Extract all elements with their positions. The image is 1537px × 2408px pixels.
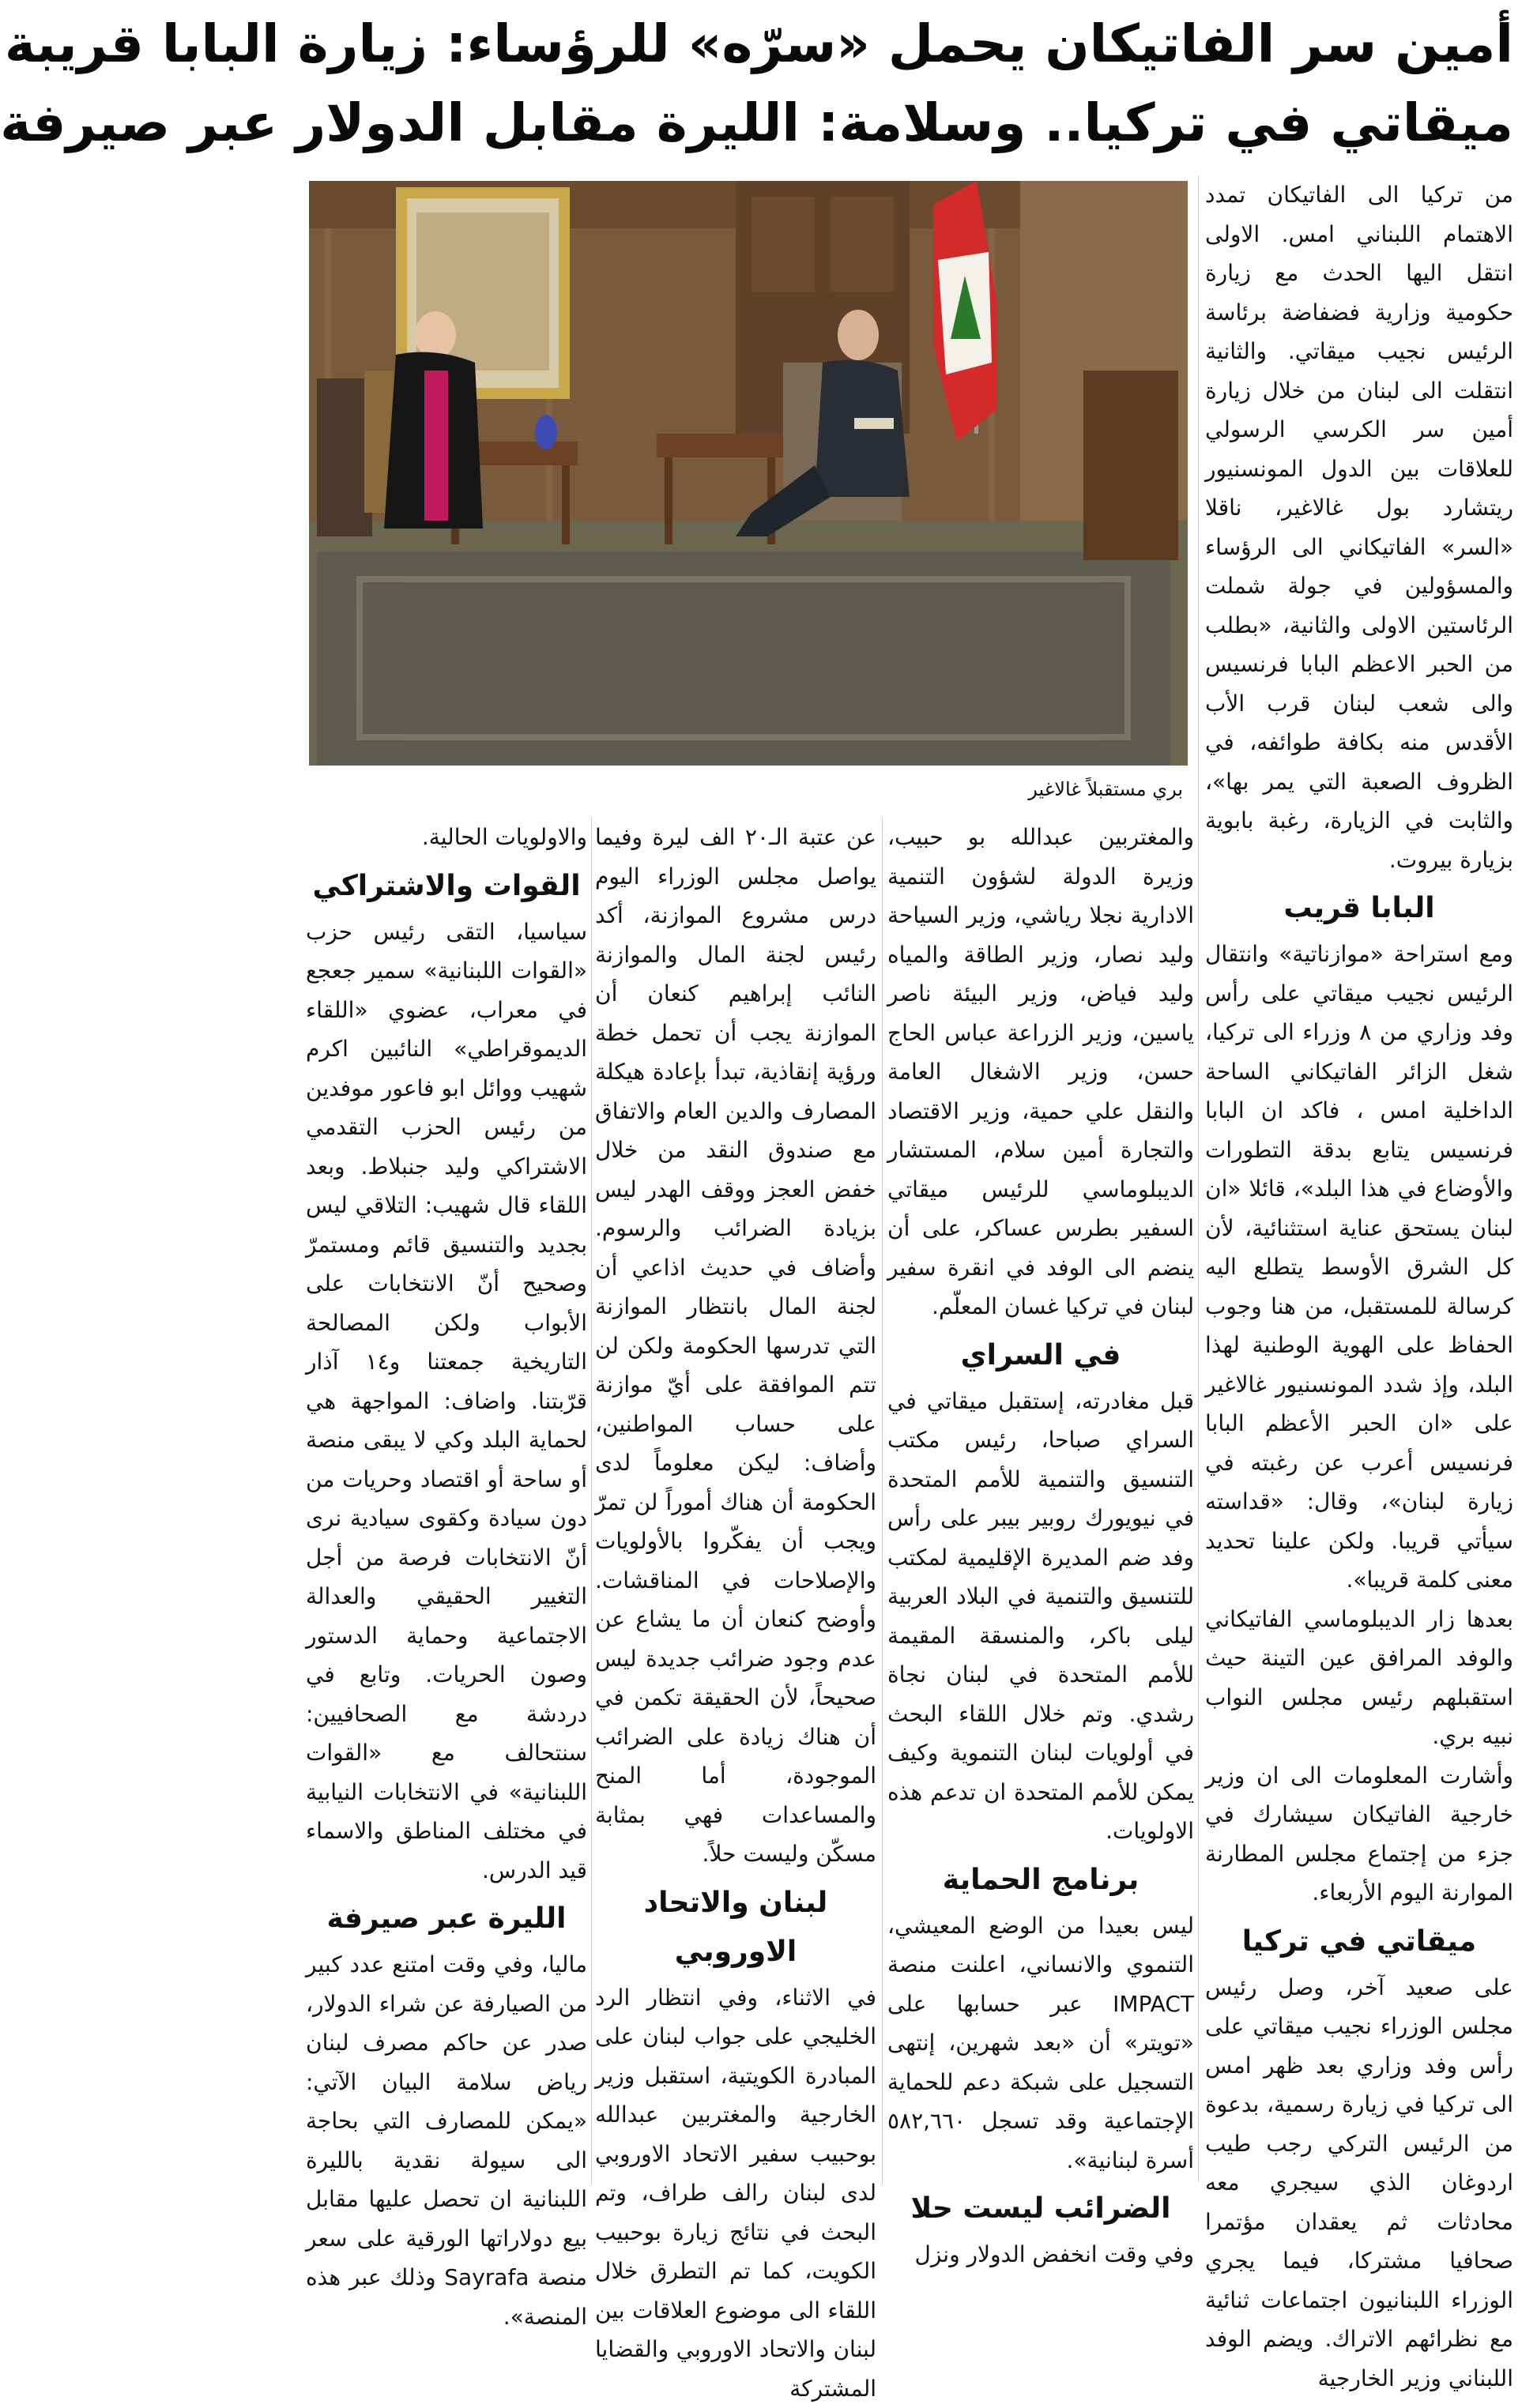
subheading: في السراي bbox=[887, 1331, 1194, 1380]
paragraph: على صعيد آخر، وصل رئيس مجلس الوزراء نجيب ميقاتي على رأس وفد وزاري بعد ظهر امس الى تركيا في زيارة رسمية، بدعوة من الرئيس التركي رجب طيب اردوغان الذي سيجري معه محادثات ثم يعقدان مؤتمرا صحافيا مشتركا، فيما يجري الوزراء اللبنانيون اجتماعات ثنائية مع نظرائهم الاتراك. ويضم الوفد اللبناني وزير الخارجية bbox=[1205, 1968, 1513, 2399]
headline bbox=[303, 5, 1513, 163]
paragraph: ليس بعيدا من الوضع المعيشي، التنموي والانساني، اعلنت منصة IMPACT عبر حسابها على «تويتر» أن «بعد شهرين، إنتهى التسجيل على شبكة دعم للحماية الإجتماعية وقد تسجل ٥٨٢,٦٦٠ أسرة لبنانية». bbox=[887, 1906, 1194, 2180]
paragraph: ماليا، وفي وقت امتنع عدد كبير من الصيارفة عن شراء الدولار، صدر عن حاكم مصرف لبنان رياض سلامة البيان الآتي: «يمكن للمصارف التي بحاجة الى سيولة نقدية بالليرة اللبنانية ان تحصل عليها مقابل بيع دولاراتها الورقية على سعر منصة Sayrafa وذلك عبر هذه المنصة». bbox=[306, 1945, 587, 2336]
subheading: برنامج الحماية bbox=[887, 1856, 1194, 1905]
column-rule bbox=[1198, 175, 1199, 2182]
paragraph: بعدها زار الديبلوماسي الفاتيكاني والوفد المرافق عين التينة حيث استقبلهم رئيس مجلس النواب نبيه بري. bbox=[1205, 1600, 1513, 1756]
article-column-2 bbox=[887, 818, 1194, 2184]
paragraph: عن عتبة الـ٢٠ الف ليرة وفيما يواصل مجلس الوزراء اليوم درس مشروع الموازنة، أكد رئيس لجنة المال والموازنة النائب إبراهيم كنعان أن الموازنة يجب أن تحمل خطة ورؤية إنقاذية، تبدأ بإعادة هيكلة المصارف والدين العام والاتفاق مع صندوق النقد من خلال خفض العجز ووقف الهدر ليس بزيادة الضرائب والرسوم. وأضاف في حديث اذاعي أن لجنة المال بانتظار الموازنة التي تدرسها الحكومة ولكن لن تتم الموافقة على أيّ موازنة على حساب المواطنين، وأضاف: ليكن معلوماً لدى الحكومة أن هناك أموراً لن تمرّ ويجب أن يفكّروا بالأولويات والإصلاحات في المناقشات. وأوضح كنعان أن ما يشاع عن عدم وجود ضرائب جديدة ليس صحيحاً، لأن الحقيقة تكمن في أن هناك زيادة على الضرائب الموجودة، أما المنح والمساعدات فهي بمثابة مسكّن وليست حلاً. bbox=[595, 818, 876, 1874]
headline-line-1: أمين سر الفاتيكان يحمل «سرّه» للرؤساء: زيارة البابا قريبة bbox=[303, 5, 1513, 84]
paragraph: من تركيا الى الفاتيكان تمدد الاهتمام اللبناني امس. الاولى انتقل اليها الحدث مع زيارة حكومية وزارية فضفاضة برئاسة الرئيس نجيب ميقاتي. والثانية انتقلت الى لبنان من خلال زيارة أمين سر الكرسي الرسولي للعلاقات بين الدول المونسنيور ريتشارد بول غالاغير، ناقلا «السر» الفاتيكاني الى الرؤساء والمسؤولين في جولة شملت الرئاستين الاولى والثانية، «بطلب من الحبر الاعظم البابا فرنسيس والى شعب لبنان قرب الأب الأقدس منه بكافة طوائفه، في الظروف الصعبة التي يمر بها»، والثابت في الزيارة، رغبة بابوية بزيارة بيروت. bbox=[1205, 175, 1513, 879]
article-column-3 bbox=[595, 818, 876, 2184]
article-column-4 bbox=[306, 818, 587, 2184]
subheading: البابا قريب bbox=[1205, 884, 1513, 933]
subheading: القوات والاشتراكي bbox=[306, 862, 587, 911]
paragraph: ومع استراحة «موازناتية» وانتقال الرئيس نجيب ميقاتي على رأس وفد وزاري من ٨ وزراء الى تركيا، شغل الزائر الفاتيكاني الساحة الداخلية امس ، فاكد ان البابا فرنسيس يتابع بدقة التطورات والأوضاع في هذا البلد»، قائلا «ان لبنان يستحق عناية استثنائية، لأن كل الشرق الأوسط يتطلع اليه كرسالة للمستقبل، من هنا وجوب الحفاظ على الهوية الوطنية لهذا البلد، وإذ شدد المونسنيور غالاغير على «ان الحبر الأعظم البابا فرنسيس أعرب عن رغبته في زيارة لبنان»، وقال: «قداسته سيأتي قريبا. ولكن علينا تحديد معنى كلمة قريبا». bbox=[1205, 935, 1513, 1600]
subheading: ميقاتي في تركيا bbox=[1205, 1917, 1513, 1966]
column-rule bbox=[882, 818, 883, 2184]
paragraph: سياسيا، التقى رئيس حزب «القوات اللبنانية» سمير جعجع في معراب، عضوي «اللقاء الديموقراطي» النائبين اكرم شهيب ووائل ابو فاعور موفدين من رئيس الحزب التقدمي الاشتراكي وليد جنبلاط. وبعد اللقاء قال شهيب: التلاقي ليس بجديد والتنسيق قائم ومستمرّ وصحيح أنّ الانتخابات على الأبواب ولكن المصالحة التاريخية جمعتنا و١٤ آذار قرّبتنا. واضاف: المواجهة هي لحماية البلد وكي لا يبقى منصة أو ساحة أو اقتصاد وحريات من دون سيادة وكقوى سيادية نرى أنّ الانتخابات فرصة من أجل التغيير الحقيقي والعدالة الاجتماعية وحماية الدستور وصون الحريات. وتابع في دردشة مع الصحافيين: سنتحالف مع «القوات اللبنانية» في الانتخابات النيابية في مختلف المناطق والاسماء قيد الدرس. bbox=[306, 912, 587, 1891]
article-column-1 bbox=[1205, 175, 1513, 2182]
photo-caption: بري مستقبلاً غالاغير bbox=[309, 778, 1188, 800]
paragraph: وفي وقت انخفض الدولار ونزل bbox=[887, 2235, 1194, 2274]
news-photo bbox=[309, 181, 1188, 766]
paragraph: قبل مغادرته، إستقبل ميقاتي في السراي صباحا، رئيس مكتب التنسيق والتنمية للأمم المتحدة في نيويورك روبير بيبر على رأس وفد ضم المديرة الإقليمية لمكتب للتنسيق والتنمية في البلاد العربية ليلى باكر، والمنسقة المقيمة للأمم المتحدة في لبنان نجاة رشدي. وتم خلال اللقاء البحث في أولويات لبنان التنموية وكيف يمكن للأمم المتحدة ان تدعم هذه الاولويات. bbox=[887, 1382, 1194, 1851]
paragraph: وأشارت المعلومات الى ان وزير خارجية الفاتيكان سيشارك في جزء من إجتماع مجلس المطارنة الموارنة اليوم الأربعاء. bbox=[1205, 1756, 1513, 1913]
headline-line-2: ميقاتي في تركيا.. وسلامة: الليرة مقابل الدولار عبر صيرفة bbox=[303, 84, 1513, 163]
subheading: لبنان والاتحاد الاوروبي bbox=[595, 1879, 876, 1977]
column-rule bbox=[591, 818, 592, 2184]
paragraph: والمغتربين عبدالله بو حبيب، وزيرة الدولة لشؤون التنمية الادارية نجلا رياشي، وزير السياحة وليد نصار، وزير الطاقة والمياه وليد فياض، وزير البيئة ناصر ياسين، وزير الزراعة عباس الحاج حسن، وزير الاشغال العامة والنقل علي حمية، وزير الاقتصاد والتجارة أمين سلام، المستشار الديبلوماسي للرئيس ميقاتي السفير بطرس عساكر، على أن ينضم الى الوفد في انقرة سفير لبنان في تركيا غسان المعلّم. bbox=[887, 818, 1194, 1326]
subheading: الضرائب ليست حلا bbox=[887, 2184, 1194, 2233]
paragraph: في الاثناء، وفي انتظار الرد الخليجي على جواب لبنان على المبادرة الكويتية، استقبل وزير الخارجية والمغتربين عبدالله بوحبيب سفير الاتحاد الاوروبي لدى لبنان رالف طراف، وتم البحث في نتائج زيارة بوحبيب الكويت، كما تم التطرق خلال اللقاء الى موضوع العلاقات بين لبنان والاتحاد الاوروبي والقضايا المشتركة bbox=[595, 1978, 876, 2408]
subheading: الليرة عبر صيرفة bbox=[306, 1894, 587, 1943]
paragraph: والاولويات الحالية. bbox=[306, 818, 587, 857]
